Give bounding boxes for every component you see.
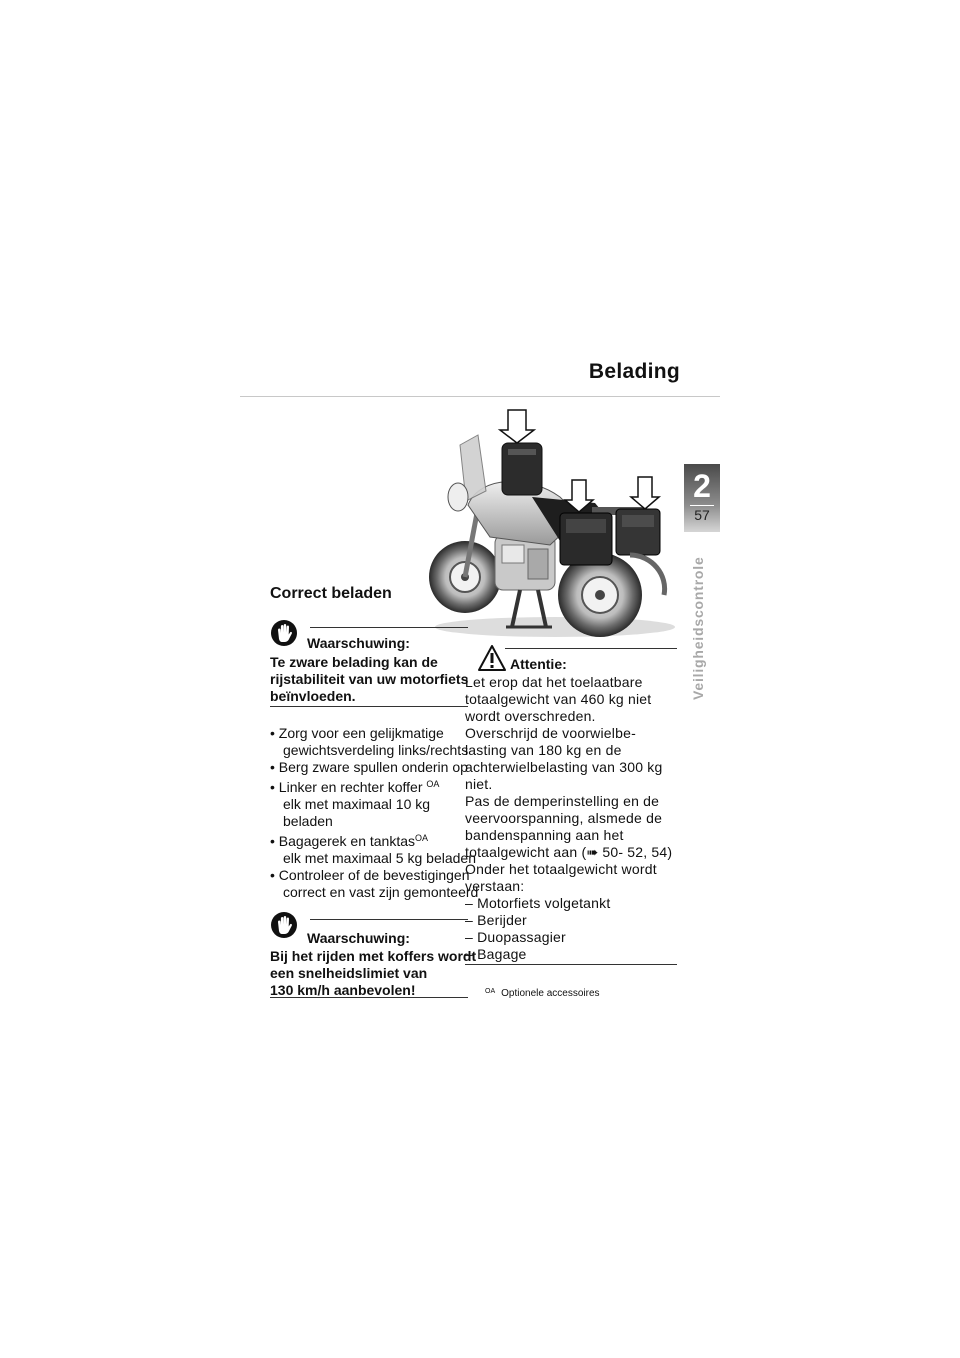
warning1-heading: Waarschuwing: — [307, 635, 410, 651]
attention-line: – Berijder — [465, 912, 527, 928]
attention-line: achterwielbelasting van 300 kg — [465, 759, 663, 775]
list-item — [270, 759, 475, 776]
attention-line: verstaan: — [465, 878, 525, 894]
bullet-marker: • — [270, 779, 275, 795]
reference-text: totaalgewicht aan ( — [465, 844, 587, 860]
bullet-text: Bagagerek en tanktas — [278, 833, 416, 849]
warning2-heading: Waarschuwing: — [307, 930, 410, 946]
optional-accessory-mark: OA — [426, 779, 440, 789]
bullet-text: Controleer of de bevestigingen — [278, 867, 470, 883]
page-reference-link[interactable]: 50- 52, 54) — [598, 844, 673, 860]
warning1-top-rule — [310, 627, 468, 628]
attention-line: – Bagage — [465, 946, 527, 962]
bullet-marker: • — [270, 867, 275, 883]
title-divider — [240, 396, 720, 397]
list-item — [270, 830, 475, 867]
exclamation-triangle-icon — [478, 645, 506, 671]
warning1-bottom-rule — [270, 706, 468, 707]
attention-line: wordt overschreden. — [465, 708, 596, 724]
bullet-text: Zorg voor een gelijkmatige — [278, 725, 444, 741]
attention-line: lasting van 180 kg en de — [465, 742, 622, 758]
warning1-line: Te zware belading kan de — [270, 654, 438, 670]
attention-line: totaalgewicht van 460 kg niet — [465, 691, 652, 707]
bullet-marker: • — [270, 833, 275, 849]
attention-line: Onder het totaalgewicht wordt — [465, 861, 657, 877]
page-reference-arrow-icon: ➠ — [586, 844, 599, 860]
motorcycle-luggage-diagram — [420, 405, 690, 640]
warning2-text — [270, 948, 476, 999]
bullet-continuation: elk met maximaal 5 kg beladen — [283, 850, 476, 866]
warning2-line: een snelheidslimiet van — [270, 965, 428, 981]
attention-heading: Attentie: — [510, 656, 567, 672]
optional-accessory-mark: OA — [415, 833, 429, 843]
attention-top-rule — [505, 648, 677, 649]
footnote-text: Optionele accessoires — [501, 988, 600, 999]
side-chapter-label: Veiligheidscontrole — [690, 556, 706, 700]
attention-reference-line — [465, 844, 695, 861]
stop-hand-icon — [270, 619, 298, 647]
list-item — [270, 725, 475, 759]
attention-line: – Duopassagier — [465, 929, 566, 945]
attention-line: Pas de demperinstelling en de — [465, 793, 660, 809]
chapter-tab-divider — [690, 505, 714, 506]
attention-line: veervoorspanning, alsmede de — [465, 810, 663, 826]
warning2-line: 130 km/h aanbevolen! — [270, 982, 416, 998]
bullet-continuation: gewichtsverdeling links/rechts — [283, 742, 469, 758]
bullet-marker: • — [270, 759, 275, 775]
footnote-marker: OA — [485, 988, 496, 995]
attention-line: Overschrijd de voorwielbe- — [465, 725, 636, 741]
attention-line: bandenspanning aan het — [465, 827, 624, 843]
warning2-bottom-rule — [270, 997, 468, 998]
warning1-line: rijstabiliteit van uw motorfiets — [270, 671, 469, 687]
attention-line: Let erop dat het toelaatbare — [465, 674, 643, 690]
stop-hand-icon — [270, 911, 298, 939]
bullet-continuation: elk met maximaal 10 kg — [283, 796, 431, 812]
warning1-text — [270, 654, 468, 705]
attention-text — [465, 674, 695, 963]
bullet-text: Berg zware spullen onderin op — [278, 759, 468, 775]
bullet-continuation: beladen — [283, 813, 333, 829]
section-title: Correct beladen — [270, 585, 392, 602]
attention-line: niet. — [465, 776, 493, 792]
list-item — [270, 867, 479, 901]
bullet-text: Linker en rechter koffer — [278, 779, 427, 795]
bullet-continuation: correct en vast zijn gemonteerd — [283, 884, 479, 900]
page-title: Belading — [588, 360, 680, 383]
list-item — [270, 776, 475, 830]
warning2-line: Bij het rijden met koffers wordt — [270, 948, 477, 964]
warning2-top-rule — [310, 919, 468, 920]
bullet-marker: • — [270, 725, 275, 741]
footnote — [485, 988, 600, 999]
attention-bottom-rule — [465, 964, 677, 965]
attention-line: – Motorfiets volgetankt — [465, 895, 611, 911]
chapter-number: 2 — [693, 468, 711, 504]
warning1-line: beïnvloeden. — [270, 688, 356, 704]
page-number: 57 — [694, 507, 710, 523]
